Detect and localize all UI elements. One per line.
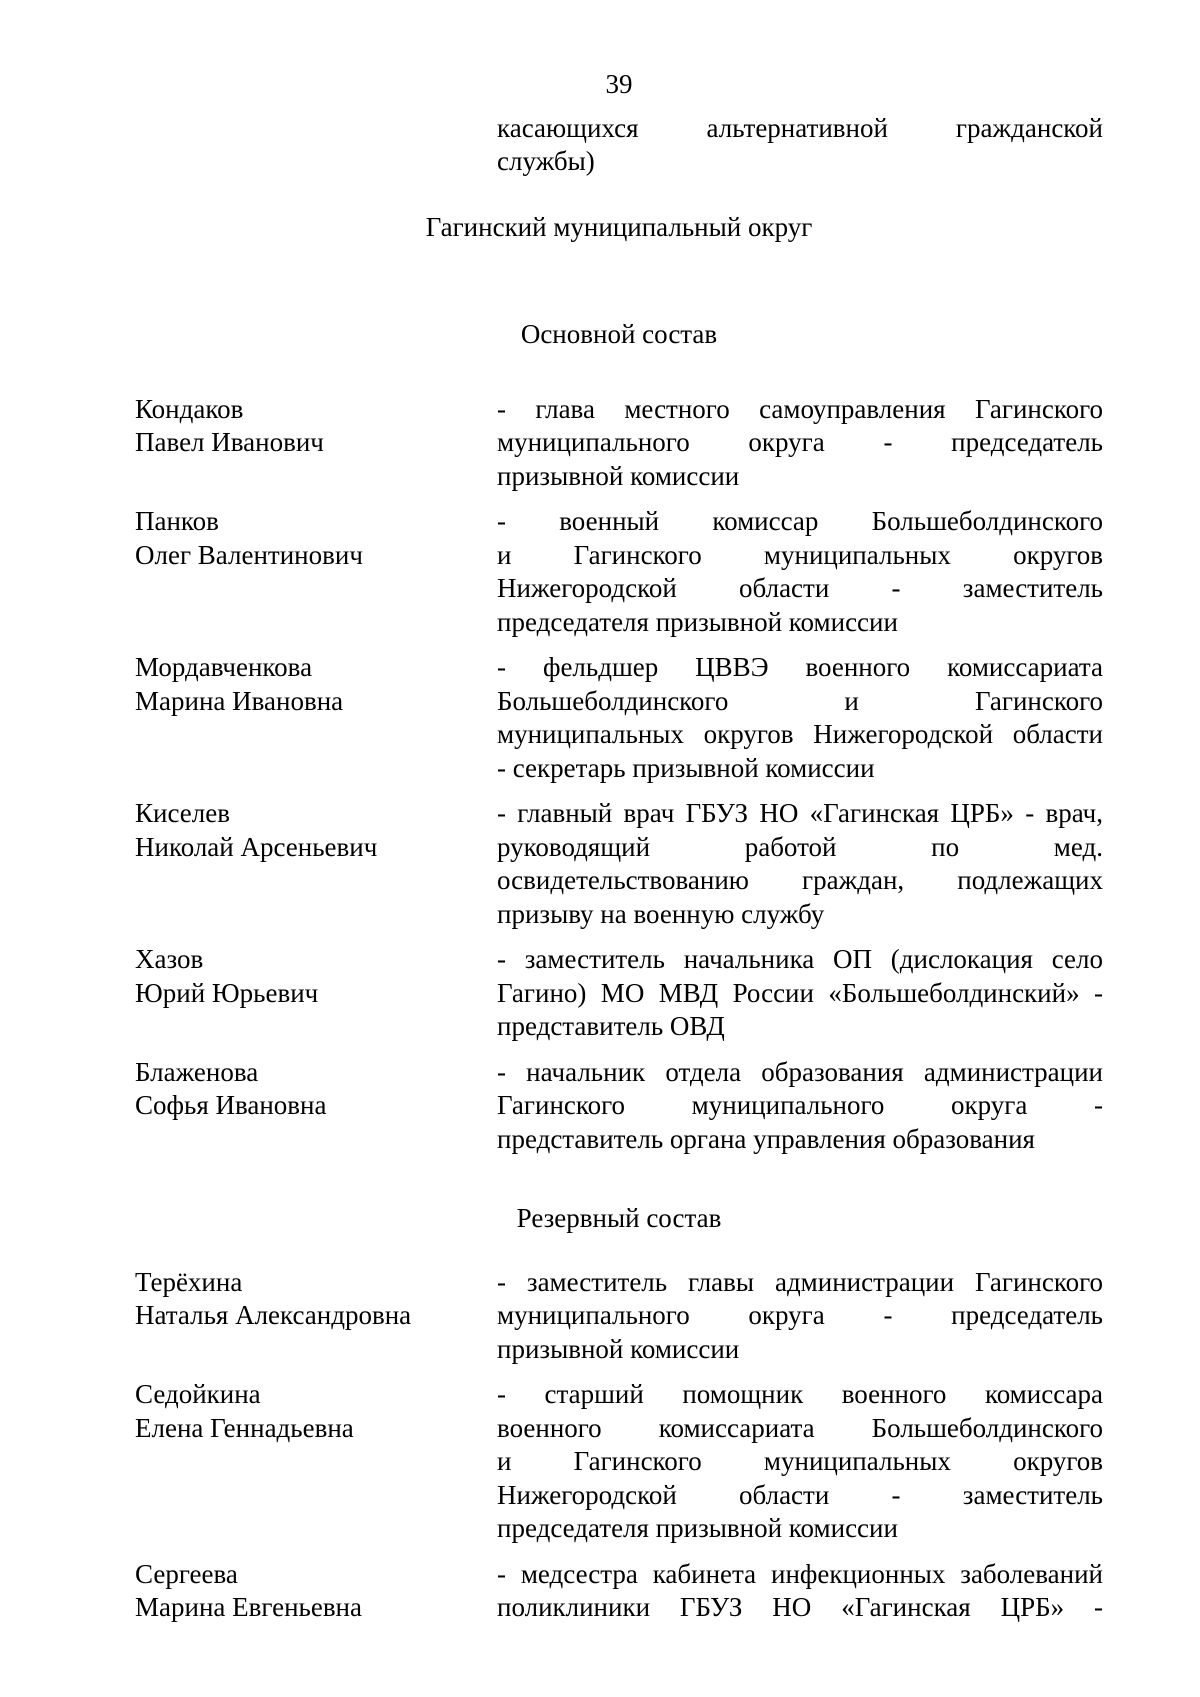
- roster-entry: [135, 393, 1103, 494]
- roster-entry: [135, 1056, 1103, 1157]
- member-role: [497, 1558, 1103, 1625]
- roster-entry: [135, 505, 1103, 639]
- roster-entry: [135, 651, 1103, 785]
- member-name: [135, 1056, 497, 1157]
- member-role: [497, 1378, 1103, 1546]
- member-given-names: Марина Евгеньевна: [135, 1592, 362, 1622]
- member-role-line: Нижегородской области - заместитель: [497, 1479, 1103, 1510]
- member-role-line: - медсестра кабинета инфекционных заболеваний: [497, 1558, 1103, 1589]
- member-role-line: военного комиссариата Большеболдинского: [497, 1412, 1103, 1443]
- member-role-line: призыву на военную службу: [497, 898, 825, 929]
- roster-entry: [135, 1558, 1103, 1625]
- member-surname: Блаженова: [135, 1056, 259, 1087]
- member-given-names: Софья Ивановна: [135, 1090, 327, 1120]
- roster-entry: [135, 1266, 1103, 1367]
- member-role-line: - начальник отдела образования администрации: [497, 1056, 1103, 1087]
- roster-entry: [135, 943, 1103, 1044]
- member-role-line: - фельдшер ЦВВЭ военного комиссариата: [497, 652, 1103, 682]
- member-role-line: муниципального округа - председатель: [497, 1300, 1103, 1330]
- member-role-line: председателя призывной комиссии: [497, 1513, 898, 1543]
- member-role: [497, 651, 1103, 785]
- continuation-line: касающихся альтернативной гражданской: [497, 112, 1103, 143]
- continuation-line: службы): [497, 146, 595, 176]
- member-role: [497, 393, 1103, 494]
- member-name: [135, 1558, 497, 1625]
- roster-entry: [135, 1378, 1103, 1546]
- member-role-line: - старший помощник военного комиссара: [497, 1379, 1103, 1409]
- member-role: [497, 943, 1103, 1044]
- reserve-roster: [135, 1266, 1103, 1625]
- district-title: Гагинский муниципальный округ: [425, 211, 813, 242]
- member-role-line: Нижегородской области - заместитель: [497, 573, 1103, 603]
- member-surname: Панков: [135, 506, 219, 536]
- member-role-line: призывной комиссии: [497, 460, 740, 491]
- continuation-paragraph: [497, 112, 1103, 179]
- member-given-names: Наталья Александровна: [135, 1300, 412, 1330]
- member-role-line: Большеболдинского и Гагинского: [497, 685, 1103, 716]
- member-role-line: поликлиники ГБУЗ НО «Гагинская ЦРБ» -: [497, 1592, 1103, 1622]
- member-role-line: представитель органа управления образования: [497, 1123, 1035, 1154]
- member-role-line: - заместитель начальника ОП (дислокация село: [497, 944, 1103, 974]
- member-name: [135, 1378, 497, 1546]
- member-surname: Киселев: [135, 798, 230, 828]
- member-surname: Сергеева: [135, 1558, 238, 1589]
- member-role-line: Гагинского муниципального округа -: [497, 1090, 1103, 1120]
- member-role-line: - военный комиссар Большеболдинского: [497, 506, 1103, 536]
- member-role: [497, 1056, 1103, 1157]
- section-heading-reserve: Резервный состав: [516, 1203, 722, 1233]
- main-roster: [135, 393, 1103, 1157]
- member-given-names: Олег Валентинович: [135, 539, 363, 570]
- member-given-names: Марина Ивановна: [135, 685, 344, 716]
- member-name: [135, 393, 497, 494]
- member-surname: Седойкина: [135, 1379, 261, 1409]
- member-name: [135, 651, 497, 785]
- member-role-line: председателя призывной комиссии: [497, 606, 898, 637]
- member-role-line: руководящий работой по мед.: [497, 831, 1103, 862]
- member-surname: Терёхина: [135, 1266, 243, 1297]
- member-role-line: Гагино) МО МВД России «Большеболдинский» -: [497, 977, 1103, 1008]
- member-role-line: муниципального округа - председатель: [497, 427, 1103, 457]
- member-given-names: Юрий Юрьевич: [135, 977, 319, 1008]
- member-role-line: представитель ОВД: [497, 1011, 725, 1041]
- member-name: [135, 797, 497, 931]
- member-surname: Хазов: [135, 944, 204, 974]
- member-role-line: - глава местного самоуправления Гагинского: [497, 393, 1103, 424]
- section-heading-main: Основной состав: [520, 319, 718, 349]
- roster-entry: [135, 797, 1103, 931]
- member-role: [497, 1266, 1103, 1367]
- member-name: [135, 943, 497, 1044]
- member-name: [135, 1266, 497, 1367]
- member-role-line: призывной комиссии: [497, 1333, 740, 1364]
- member-role-line: и Гагинского муниципальных округов: [497, 539, 1103, 570]
- member-surname: Мордавченкова: [135, 652, 313, 682]
- member-role-line: и Гагинского муниципальных округов: [497, 1446, 1103, 1476]
- member-given-names: Николай Арсеньевич: [135, 831, 378, 862]
- member-surname: Кондаков: [135, 393, 244, 424]
- member-role: [497, 505, 1103, 639]
- member-role: [497, 797, 1103, 931]
- member-role-line: - главный врач ГБУЗ НО «Гагинская ЦРБ» - врач,: [497, 798, 1103, 828]
- member-name: [135, 505, 497, 639]
- member-role-line: освидетельствованию граждан, подлежащих: [497, 865, 1103, 895]
- member-given-names: Елена Геннадьевна: [135, 1412, 354, 1443]
- member-role-line: - заместитель главы администрации Гагинского: [497, 1266, 1103, 1297]
- member-role-line: муниципальных округов Нижегородской области: [497, 719, 1103, 749]
- member-given-names: Павел Иванович: [135, 427, 324, 457]
- member-role-line: - секретарь призывной комиссии: [497, 752, 875, 783]
- page-number: 39: [605, 69, 633, 99]
